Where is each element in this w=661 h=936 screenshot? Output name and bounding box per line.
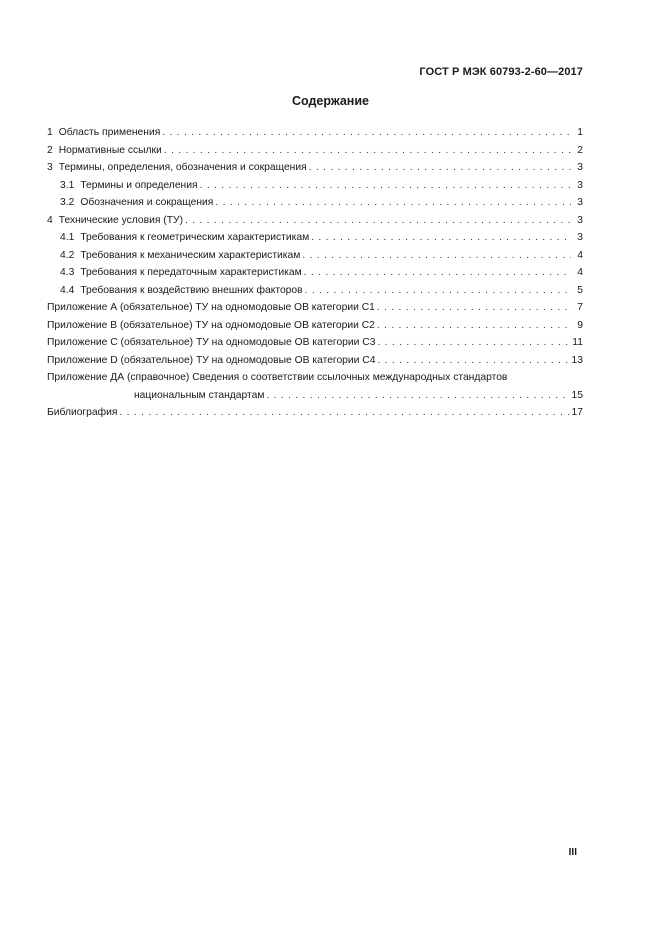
toc-dot-leader [302,247,571,265]
toc-entry-label: Библиография [47,407,118,418]
toc-entry-label: Требования к передаточным характеристикам [80,267,302,278]
toc-entry-appendix[interactable] [47,334,583,352]
toc-dot-leader [377,334,570,352]
toc-entry-page: 2 [577,144,583,156]
toc-entry-page: 5 [577,284,583,296]
page-number: III [568,847,577,858]
toc-dot-leader [215,194,571,212]
toc-entry[interactable] [47,247,583,265]
toc-entry-label: Приложение С (обязательное) ТУ на одномодовые ОВ категории С3 [47,337,376,348]
toc-dot-leader [311,229,571,247]
toc-dot-leader [119,404,569,422]
toc-entry-bibliography[interactable] [47,404,583,422]
toc-entry-number: 3.1 [60,179,75,191]
toc-entry-number: 4.1 [60,232,75,243]
toc-dot-leader [304,264,571,282]
toc-entry-number: 3.2 [60,197,75,208]
toc-entry-label: Требования к воздействию внешних факторов [80,284,303,296]
toc-entry-page: 17 [571,407,583,418]
toc-entry[interactable] [47,142,583,160]
toc-dot-leader [164,142,571,160]
toc-entry-number: 3 [47,162,53,173]
toc-entry-appendix[interactable] [47,369,583,387]
toc-entry[interactable] [47,194,583,212]
toc-title: Содержание [291,94,369,108]
toc-entry-appendix[interactable] [47,317,583,335]
toc-entry-label: Обозначения и сокращения [80,197,214,208]
toc-dot-leader [305,282,571,300]
toc-entry-label: Нормативные ссылки [58,144,162,156]
toc-entry-label: Термины, определения, обозначения и сокращения [58,162,307,173]
table-of-contents [47,124,583,422]
toc-entry-page: 4 [577,249,583,261]
toc-entry-number: 2 [47,144,53,156]
toc-dot-leader [266,387,569,405]
toc-entry[interactable] [47,177,583,195]
toc-entry[interactable] [47,229,583,247]
toc-entry[interactable] [47,212,583,230]
toc-entry-page: 4 [577,267,583,278]
toc-entry-number: 4.2 [60,249,75,261]
toc-entry-label: Требования к геометрическим характеристикам [80,232,310,243]
toc-entry-label: Приложение D (обязательное) ТУ на одномодовые ОВ категории С4 [47,354,376,366]
toc-entry-label: Область применения [58,127,161,138]
toc-entry-label: Технические условия (ТУ) [58,214,183,226]
toc-dot-leader [377,299,571,317]
toc-entry[interactable] [47,124,583,142]
toc-entry-label: Термины и определения [80,179,198,191]
toc-dot-leader [162,124,571,142]
toc-entry-number: 1 [47,127,53,138]
toc-entry[interactable] [47,264,583,282]
toc-entry-page: 3 [577,162,583,173]
toc-entry-appendix[interactable] [47,352,583,370]
toc-entry-label: Требования к механическим характеристикам [80,249,301,261]
toc-entry-number: 4.4 [60,284,75,296]
toc-entry-page: 13 [571,354,583,366]
toc-entry-label: Приложение В (обязательное) ТУ на одномодовые ОВ категории С2 [47,319,375,331]
toc-dot-leader [185,212,571,230]
toc-entry-appendix[interactable] [47,299,583,317]
toc-entry-appendix-continuation[interactable] [47,387,583,405]
toc-entry-page: 3 [577,197,583,208]
toc-dot-leader [200,177,571,195]
toc-entry-page: 1 [577,127,583,138]
toc-entry-page: 15 [571,389,583,401]
toc-entry[interactable] [47,159,583,177]
toc-entry-page: 7 [577,302,583,313]
document-code: ГОСТ Р МЭК 60793-2-60—2017 [419,66,583,78]
toc-entry-label: Приложение ДА (справочное) Сведения о соответствии ссылочных международных стандартов [47,372,508,383]
toc-entry-number: 4.3 [60,267,75,278]
toc-entry-page: 3 [577,232,583,243]
toc-dot-leader [309,159,571,177]
toc-entry-label: Приложение А (обязательное) ТУ на одномодовые ОВ категории С1 [47,302,375,313]
toc-entry-page: 3 [577,214,583,226]
toc-entry-page: 9 [577,319,583,331]
toc-entry-number: 4 [47,214,53,226]
toc-entry-page: 3 [577,179,583,191]
toc-dot-leader [377,352,569,370]
toc-dot-leader [377,317,571,335]
toc-entry[interactable] [47,282,583,300]
toc-entry-label-continuation: национальным стандартам [134,389,265,401]
toc-entry-page: 11 [572,337,583,348]
